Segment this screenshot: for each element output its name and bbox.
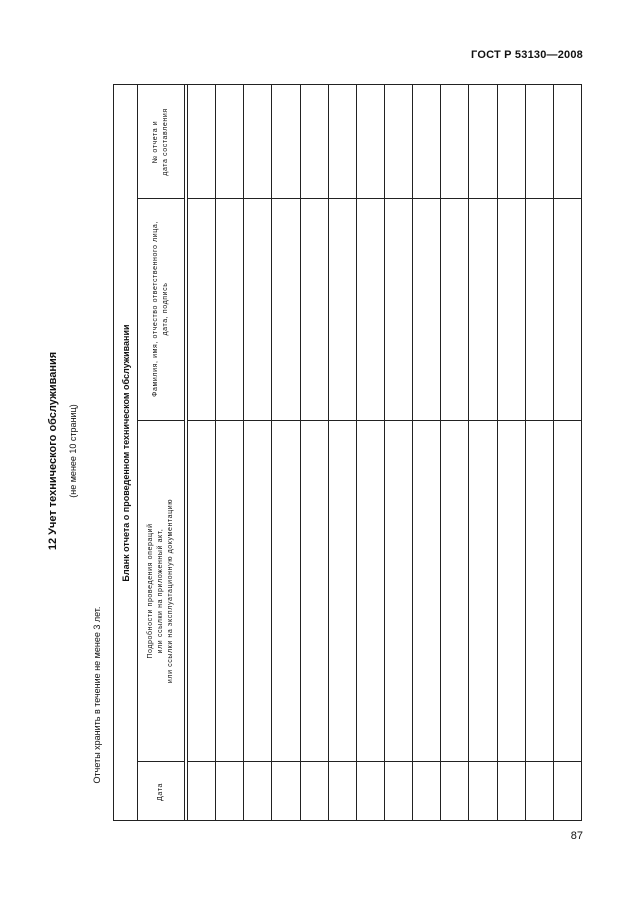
header-label-date — [156, 783, 166, 801]
table-cell-divider — [554, 198, 581, 199]
table-row — [215, 85, 243, 820]
table-cell-divider — [216, 198, 243, 199]
table-cell-divider — [385, 420, 412, 421]
table-cell-divider — [244, 198, 271, 199]
table-cell-divider — [329, 198, 356, 199]
table-row — [497, 85, 525, 820]
header-text-line: или ссылки на эксплуатационную документацию — [167, 498, 174, 683]
table-row — [440, 85, 468, 820]
header-text-line: № отчета и — [152, 120, 159, 163]
table-cell-divider — [498, 420, 525, 421]
table-cell-divider — [441, 761, 468, 762]
table-cell-divider — [526, 198, 553, 199]
section-title: 12 Учет технического обслуживания — [47, 351, 59, 551]
table-cell-divider — [272, 420, 299, 421]
table-cell-divider — [357, 420, 384, 421]
header-text-line: дата составления — [162, 107, 169, 176]
header-label-report — [151, 108, 171, 175]
header-cell-responsible — [138, 198, 184, 420]
header-cell-date — [138, 761, 184, 822]
table-row — [300, 85, 328, 820]
table-cell-divider — [329, 420, 356, 421]
page-number: 87 — [570, 830, 583, 842]
table-row — [468, 85, 496, 820]
table-cell-divider — [385, 198, 412, 199]
table-cell-divider — [216, 761, 243, 762]
header-cell-report — [138, 85, 184, 198]
table-cell-divider — [526, 420, 553, 421]
table-cell-divider — [188, 198, 215, 199]
table-row — [243, 85, 271, 820]
header-label-responsible — [151, 221, 171, 397]
table-cell-divider — [413, 420, 440, 421]
table-cell-divider — [301, 420, 328, 421]
table-row — [271, 85, 299, 820]
table-cell-divider — [469, 761, 496, 762]
table-row — [384, 85, 412, 820]
table-cell-divider — [188, 761, 215, 762]
header-text-line: Фамилия, имя, отчество ответственного лица, — [152, 221, 159, 397]
table-cell-divider — [244, 420, 271, 421]
table-cell-divider — [216, 420, 243, 421]
document-code: ГОСТ Р 53130—2008 — [471, 49, 583, 61]
table-row — [187, 85, 215, 820]
maintenance-report-form — [113, 84, 582, 821]
header-text-line: дата, подпись — [162, 282, 169, 336]
table-cell-divider — [498, 761, 525, 762]
table-cell-divider — [329, 761, 356, 762]
table-cell-divider — [301, 761, 328, 762]
table-cell-divider — [413, 761, 440, 762]
table-cell-divider — [498, 198, 525, 199]
table-cell-divider — [413, 198, 440, 199]
table-row — [525, 85, 553, 820]
table-cell-divider — [441, 198, 468, 199]
section-note: (не менее 10 страниц) — [68, 404, 78, 498]
table-row — [356, 85, 384, 820]
form-title-cell — [114, 85, 138, 820]
header-text-line: Подробности проведения операций — [147, 522, 154, 659]
header-cell-details — [138, 420, 184, 761]
table-cell-divider — [554, 420, 581, 421]
table-cell-divider — [554, 761, 581, 762]
table-cell-divider — [526, 761, 553, 762]
retention-note: Отчеты хранить в течение не менее 3 лет. — [92, 606, 102, 784]
header-text-line: или ссылки на приложенный акт, — [157, 528, 164, 653]
table-cell-divider — [244, 761, 271, 762]
table-cell-divider — [357, 761, 384, 762]
header-text-line: Дата — [157, 782, 164, 801]
table-cell-divider — [301, 198, 328, 199]
table-header-row — [138, 85, 185, 820]
table-row — [553, 85, 581, 820]
table-row — [412, 85, 440, 820]
table-cell-divider — [272, 761, 299, 762]
table-cell-divider — [469, 198, 496, 199]
form-title: Бланк отчета о проведенном техническом обслуживании — [121, 324, 131, 582]
header-label-details — [146, 498, 176, 682]
table-cell-divider — [188, 420, 215, 421]
table-cell-divider — [469, 420, 496, 421]
table-row — [328, 85, 356, 820]
table-cell-divider — [441, 420, 468, 421]
table-cell-divider — [272, 198, 299, 199]
table-cell-divider — [357, 198, 384, 199]
table-cell-divider — [385, 761, 412, 762]
